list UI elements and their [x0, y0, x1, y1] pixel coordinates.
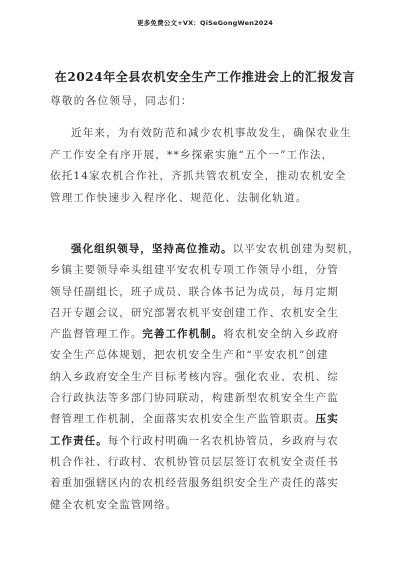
salutation: 尊敬的各位领导，同志们： — [50, 95, 193, 107]
paragraph-line: 合行政执法等多部门协同联动，构建新型农机安全生产监 — [50, 392, 339, 405]
paragraph-line: 着重加强辖区内的农机经营服务组织安全生产责任的落实 — [50, 477, 339, 490]
page-header: 更多免费公文+VX：QiSeGongWen2024 — [137, 19, 273, 27]
paragraph-measures — [50, 239, 368, 516]
paragraph-line: 纳入乡政府安全生产目标考核内容。强化农业、农机、综 — [50, 370, 339, 383]
paragraph-line: 召开专题会议，研究部署农机平安创建工作、农机安全生 — [50, 306, 339, 319]
section-heading: 压实 — [315, 413, 339, 426]
paragraph-line: 机合作社、行政村、农机协管员层层签订农机安全责任书 — [50, 455, 339, 468]
section-heading: 工作责任。 — [50, 434, 108, 447]
text-span: 以平安农机创建为契机， — [232, 243, 360, 255]
paragraph-line: 安全生产总体规划，把农机安全生产和“平安农机”创建 — [50, 349, 329, 362]
document-title: 在2024年全县农机安全生产工作推进会上的汇报发言 — [54, 70, 356, 84]
paragraph-line: 健全农机安全监管网络。 — [50, 498, 178, 511]
text-span: 每个行政村明确一名农机协管员，乡政府与农 — [107, 434, 339, 447]
paragraph-line: 管理工作快速步入程序化、规范化、法制化轨道。 — [50, 191, 308, 204]
paragraph-line — [50, 409, 368, 430]
paragraph-line: 产工作安全有序开展，**乡探索实施“五个一”工作法， — [50, 148, 334, 161]
text-span: 督管理工作机制，全面落实农机安全生产监管职责。 — [50, 413, 316, 426]
paragraph-intro — [50, 123, 368, 209]
section-heading: 强化组织领导，坚持高位推动。 — [71, 243, 233, 255]
text-span: 产监督管理工作。 — [50, 328, 143, 341]
paragraph-line: 近年来，为有效防范和减少农机事故发生，确保农业生 — [71, 127, 352, 139]
paragraph-line: 依托14家农机合作社，齐抓共管农机安全，推动农机安全 — [50, 170, 347, 182]
paragraph-line: 乡镇主要领导牵头组建平安农机专项工作领导小组，分管 — [50, 264, 339, 277]
text-span: 将农机安全纳入乡政府 — [223, 328, 339, 341]
paragraph-line: 领导任副组长，班子成员、联合体书记为成员，每月定期 — [50, 285, 339, 298]
paragraph-line — [50, 431, 368, 452]
paragraph-line — [50, 239, 368, 260]
paragraph-line — [50, 324, 368, 345]
section-heading: 完善工作机制。 — [142, 328, 224, 341]
